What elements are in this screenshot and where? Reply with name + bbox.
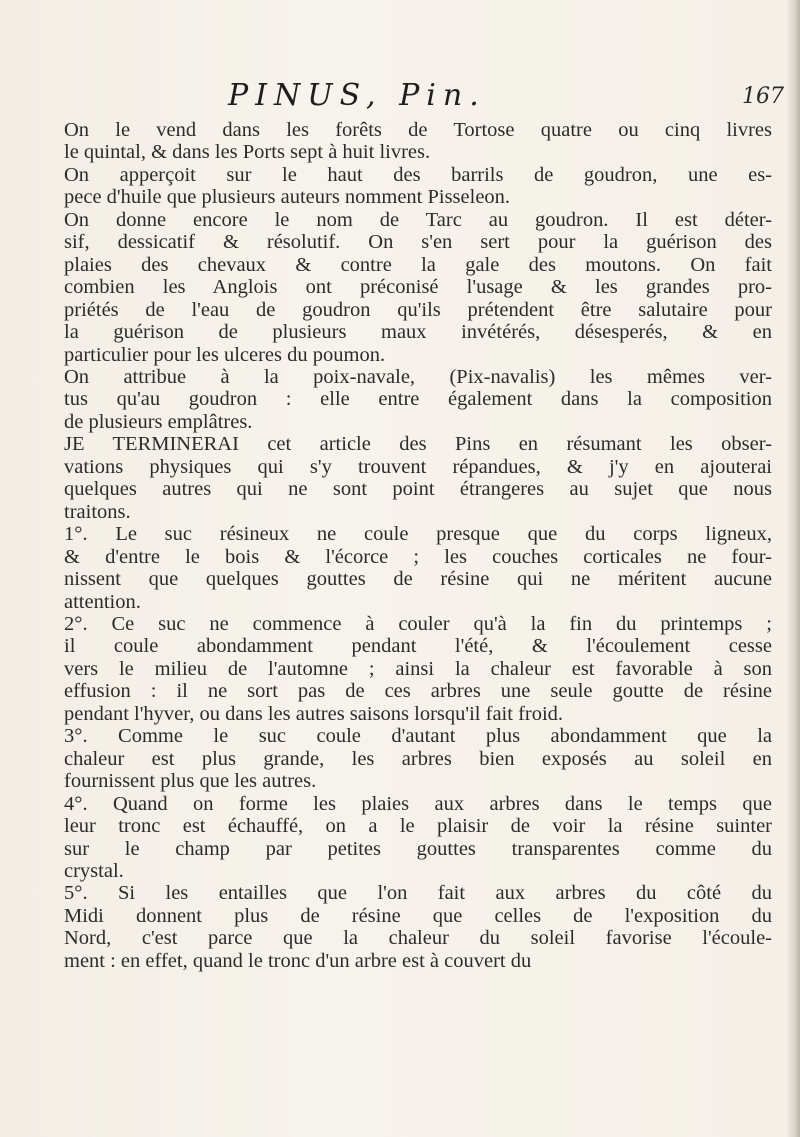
text-line: particulier pour les ulceres du poumon. xyxy=(64,343,386,366)
text-line: plaies des chevaux & contre la gale des moutons. On fait xyxy=(64,253,772,276)
paragraph xyxy=(52,523,772,613)
text-line: vers le milieu de l'automne ; ainsi la chaleur est favorable à son xyxy=(64,657,772,680)
text-line: pendant l'hyver, ou dans les autres saisons lorsqu'il fait froid. xyxy=(64,702,564,725)
text-line: tus qu'au goudron : elle entre également dans la composition xyxy=(64,388,772,411)
text-line: pece d'huile que plusieurs auteurs nomment Pisseleon. xyxy=(64,186,511,209)
paragraph xyxy=(52,613,772,725)
text-line: priétés de l'eau de goudron qu'ils prétendent être salutaire pour xyxy=(64,298,772,321)
text-line: JE TERMINERAI cet article des Pins en résumant les obser- xyxy=(64,433,772,456)
text-line: sur le champ par petites gouttes transparentes comme du xyxy=(64,837,772,860)
text-line: nissent que quelques gouttes de résine qui ne méritent aucune xyxy=(64,568,772,591)
page-header xyxy=(0,78,800,118)
text-line: le quintal, & dans les Ports sept à huit livres. xyxy=(64,141,431,164)
body-text xyxy=(52,119,772,972)
paragraph xyxy=(52,725,772,792)
text-line: fournissent plus que les autres. xyxy=(64,770,317,793)
text-line: & d'entre le bois & l'écorce ; les couches corticales ne four- xyxy=(64,545,772,568)
text-line: On le vend dans les forêts de Tortose quatre ou cinq livres xyxy=(64,119,772,141)
text-line: quelques autres qui ne sont point étrangeres au sujet que nous xyxy=(64,478,772,501)
text-line: traitons. xyxy=(64,500,131,523)
paragraph xyxy=(52,209,772,366)
paragraph xyxy=(52,119,772,164)
text-line: Midi donnent plus de résine que celles de l'exposition du xyxy=(64,904,772,927)
text-line: chaleur est plus grande, les arbres bien exposés au soleil en xyxy=(64,747,772,770)
text-line: sif, dessicatif & résolutif. On s'en sert pour la guérison des xyxy=(64,231,772,254)
text-line: effusion : il ne sort pas de ces arbres une seule goutte de résine xyxy=(64,680,772,703)
text-line: 3°. Comme le suc coule d'autant plus abondamment que la xyxy=(64,725,772,748)
text-line: il coule abondamment pendant l'été, & l'écoulement cesse xyxy=(64,635,772,658)
text-line: Nord, c'est parce que la chaleur du soleil favorise l'écoule- xyxy=(64,927,772,950)
paragraph xyxy=(52,366,772,433)
paragraph xyxy=(52,433,772,523)
text-line: 2°. Ce suc ne commence à couler qu'à la fin du printemps ; xyxy=(64,612,772,635)
text-line: On donne encore le nom de Tarc au goudron. Il est déter- xyxy=(64,208,772,231)
running-title: PINUS, Pin. xyxy=(228,78,486,113)
page-edge-shadow xyxy=(786,0,800,1137)
paragraph xyxy=(52,882,772,972)
text-line: 4°. Quand on forme les plaies aux arbres dans le temps que xyxy=(64,792,772,815)
page-number: 167 xyxy=(742,84,784,109)
text-line: ment : en effet, quand le tronc d'un arbre est à couvert du xyxy=(64,949,532,972)
text-line: la guérison de plusieurs maux invétérés, désesperés, & en xyxy=(64,321,772,344)
text-line: crystal. xyxy=(64,859,124,882)
text-line: attention. xyxy=(64,590,141,613)
text-line: On apperçoit sur le haut des barrils de goudron, une es- xyxy=(64,163,772,186)
paragraph xyxy=(52,164,772,209)
text-line: On attribue à la poix-navale, (Pix-navalis) les mêmes ver- xyxy=(64,365,772,388)
paragraph xyxy=(52,793,772,883)
text-line: 1°. Le suc résineux ne coule presque que du corps ligneux, xyxy=(64,523,772,546)
text-line: combien les Anglois ont préconisé l'usage & les grandes pro- xyxy=(64,276,772,299)
text-line: 5°. Si les entailles que l'on fait aux arbres du côté du xyxy=(64,882,772,905)
text-line: leur tronc est échauffé, on a le plaisir de voir la résine suinter xyxy=(64,815,772,838)
text-line: de plusieurs emplâtres. xyxy=(64,410,253,433)
text-line: vations physiques qui s'y trouvent répandues, & j'y en ajouterai xyxy=(64,455,772,478)
